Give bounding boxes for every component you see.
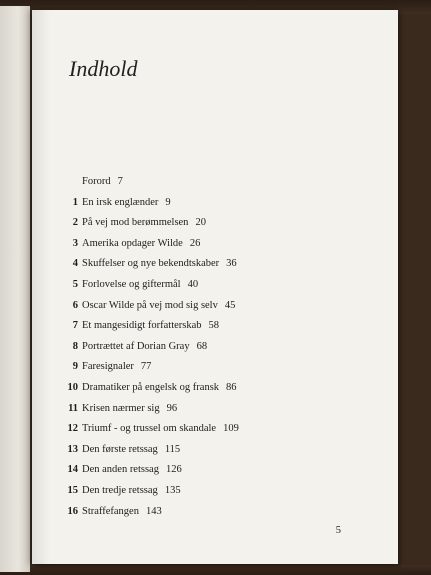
toc-page-number: 109: [223, 423, 239, 435]
toc-chapter-title: En irsk englænder: [82, 196, 159, 208]
toc-page-number: 7: [117, 176, 123, 187]
toc-chapter-number: 5: [72, 278, 78, 290]
toc-chapter-title: Straffefangen: [82, 505, 139, 517]
toc-chapter-title: Amerika opdager Wilde: [82, 237, 183, 249]
toc-entry: [62, 460, 362, 481]
toc-chapter-title: Forord: [82, 176, 111, 187]
table-background-bottom: [0, 565, 431, 575]
toc-entry: [62, 337, 362, 358]
toc-chapter-number: 14: [67, 464, 78, 476]
toc-entry: [62, 234, 362, 255]
toc-chapter-number: 12: [67, 423, 78, 435]
toc-chapter-title: Portrættet af Dorian Gray: [82, 340, 190, 352]
toc-page-number: 36: [226, 258, 237, 270]
toc-chapter-number: 15: [67, 484, 78, 496]
book-page: [32, 10, 398, 564]
toc-chapter-title: Triumf - og trussel om skandale: [82, 423, 217, 435]
toc-entry: [62, 357, 362, 378]
toc-chapter-number: 9: [72, 361, 78, 373]
toc-page-number: 40: [187, 278, 199, 290]
toc-page-number: 58: [208, 320, 220, 332]
toc-entry: [62, 296, 362, 317]
toc-entry: [62, 378, 362, 399]
toc-chapter-title: Krisen nærmer sig: [82, 402, 160, 414]
toc-entry: [62, 502, 362, 523]
toc-entry: [62, 399, 362, 420]
page-number: 5: [335, 525, 341, 536]
toc-entry: [62, 440, 362, 461]
toc-page-number: 20: [195, 217, 206, 229]
toc-chapter-title: Oscar Wilde på vej mod sig selv: [82, 299, 218, 311]
toc-page-number: 96: [166, 402, 178, 414]
toc-chapter-title: Dramatiker på engelsk og fransk: [82, 381, 220, 393]
toc-chapter-number: 7: [72, 320, 78, 332]
toc-entry: [62, 193, 362, 214]
toc-chapter-title: Den anden retssag: [82, 464, 159, 476]
toc-entry: [62, 316, 362, 337]
toc-chapter-title: Faresignaler: [82, 361, 134, 373]
toc-entry: [62, 481, 362, 502]
facing-page-edge: [0, 6, 30, 572]
toc-page-number: 26: [189, 237, 201, 249]
toc-chapter-number: 1: [72, 196, 78, 208]
toc-chapter-number: 16: [67, 505, 78, 517]
toc-page-number: 77: [140, 361, 152, 373]
toc-entry: [62, 213, 362, 234]
toc-chapter-number: 2: [72, 217, 78, 229]
toc-entry: [62, 275, 362, 296]
toc-page-number: 143: [145, 505, 162, 517]
toc-page-number: 68: [196, 340, 208, 352]
table-of-contents: [62, 172, 362, 522]
toc-page-number: 86: [226, 381, 237, 393]
toc-chapter-title: Den tredje retssag: [82, 484, 158, 496]
page-title: Indhold: [69, 56, 138, 81]
toc-chapter-number: 6: [72, 299, 78, 311]
toc-chapter-number: 4: [72, 258, 78, 270]
toc-chapter-title: På vej mod berømmelsen: [82, 217, 189, 229]
toc-entry: [62, 172, 362, 193]
toc-chapter-number: 13: [67, 443, 78, 455]
toc-entry: [62, 419, 362, 440]
toc-page-number: 45: [224, 299, 236, 311]
toc-chapter-number: 8: [72, 340, 78, 352]
toc-chapter-title: Den første retssag: [82, 443, 158, 455]
toc-chapter-number: 3: [72, 237, 78, 249]
toc-page-number: 135: [164, 484, 181, 496]
toc-page-number: 126: [165, 464, 182, 476]
toc-page-number: 9: [165, 196, 171, 208]
toc-page-number: 115: [164, 443, 181, 455]
toc-chapter-number: 10: [67, 381, 78, 393]
toc-chapter-title: Skuffelser og nye bekendtskaber: [82, 258, 220, 270]
toc-chapter-number: [62, 172, 82, 193]
toc-chapter-title: Forlovelse og giftermål: [82, 278, 181, 290]
toc-chapter-title: Et mangesidigt forfatterskab: [82, 320, 202, 332]
toc-chapter-number: 11: [68, 402, 78, 414]
toc-entry: [62, 254, 362, 275]
